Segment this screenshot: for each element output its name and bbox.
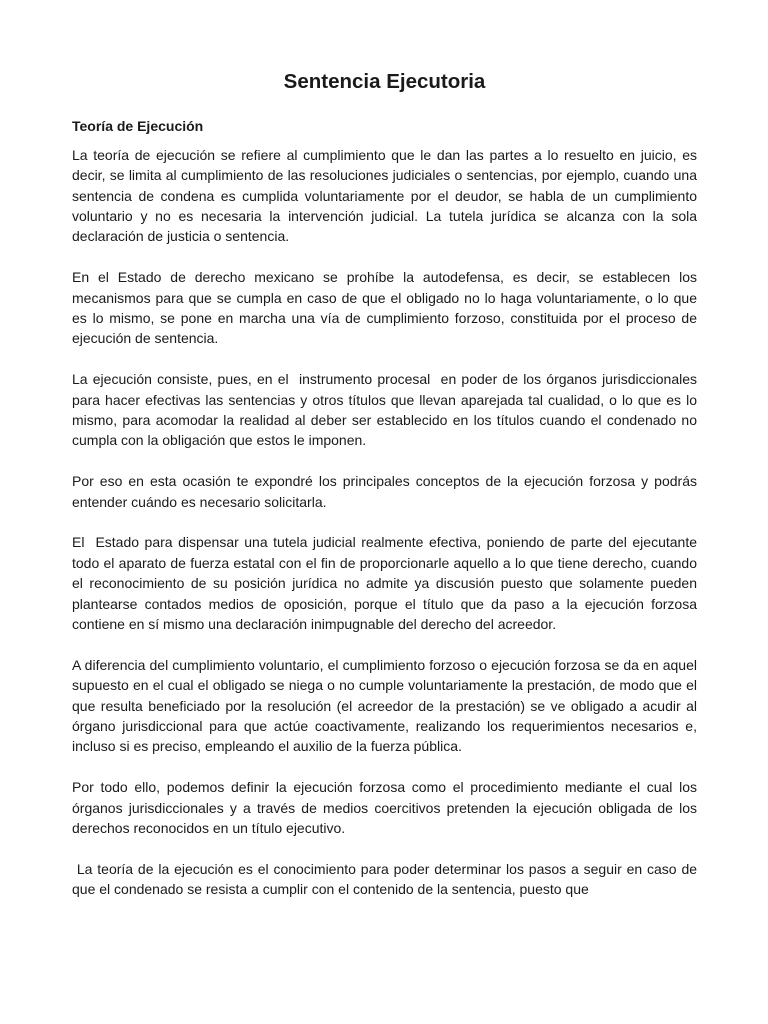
section-heading: Teoría de Ejecución [72, 117, 204, 134]
paragraph-7: Por todo ello, podemos definir la ejecución forzosa como el procedimiento mediante el cual los órganos jurisdiccionales y a través de medios coercitivos pretenden la ejecución obligada de los derechos reconocidos en un título ejecutivo. [72, 779, 701, 837]
document-page [72, 70, 701, 900]
paragraph-2: En el Estado de derecho mexicano se prohíbe la autodefensa, es decir, se establecen los mecanismos para que se cumpla en caso de que el obligado no lo haga voluntariamente, o lo que es lo mismo, se pone en marcha una vía de cumplimiento forzoso, constituida por el proceso de ejecución de sentencia. [72, 269, 701, 347]
paragraph-4: Por eso en esta ocasión te expondré los principales conceptos de la ejecución forzosa y podrás entender cuándo es necesario solicitarla. [72, 473, 701, 510]
paragraph-3: La ejecución consiste, pues, en el instrumento procesal en poder de los órganos jurisdiccionales para hacer efectivas las sentencias y otros títulos que llevan aparejada tal cualidad, o lo que es lo mismo, para acomodar la realidad al deber ser establecido en los títulos cuando el condenado no cumpla con la obligación que estos le imponen. [72, 371, 701, 449]
paragraph-5: El Estado para dispensar una tutela judicial realmente efectiva, poniendo de parte del ejecutante todo el aparato de fuerza estatal con el fin de proporcionarle aquello a lo que tiene derecho, cuando el reconocimiento de su posición jurídica no admite ya discusión puesto que solamente pueden plantearse contados medios de oposición, porque el título que da paso a la ejecución forzosa contiene en sí mismo una declaración inimpugnable del derecho del acreedor. [72, 534, 701, 633]
paragraph-6: A diferencia del cumplimiento voluntario, el cumplimiento forzoso o ejecución forzosa se da en aquel supuesto en el cual el obligado se niega o no cumple voluntariamente la prestación, de modo que el que resulta beneficiado por la resolución (el acreedor de la prestación) se ve obligado a acudir al órgano jurisdiccional para que actúe coactivamente, realizando los requerimientos necesarios e, incluso si es preciso, empleando el auxilio de la fuerza pública. [72, 656, 701, 755]
paragraph-8: La teoría de la ejecución es el conocimiento para poder determinar los pasos a seguir en caso de que el condenado se resista a cumplir con el contenido de la sentencia, puesto que [72, 860, 701, 898]
paragraph-1: La teoría de ejecución se refiere al cumplimiento que le dan las partes a lo resuelto en juicio, es decir, se limita al cumplimiento de las resoluciones judiciales o sentencias, por ejemplo, cuando una sentencia de condena es cumplida voluntariamente por el deudor, se habla de un cumplimiento voluntario y no es necesaria la intervención judicial. La tutela jurídica se alcanza con la sola declaración de justicia o sentencia. [72, 146, 701, 245]
document-title: Sentencia Ejecutoria [283, 70, 486, 93]
